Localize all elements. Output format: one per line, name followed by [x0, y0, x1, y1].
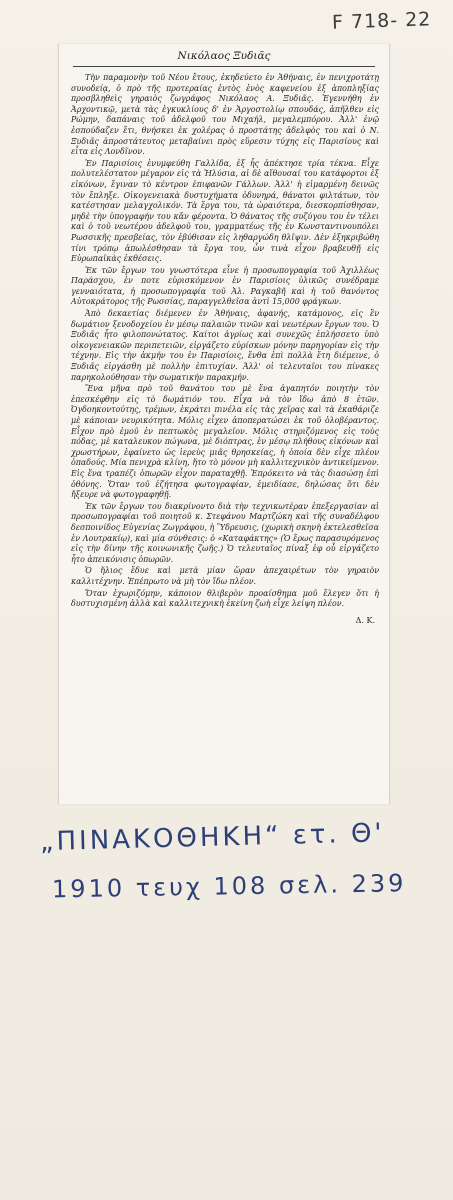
paragraph: Ὅταν ἐχωριζόμην, κάποιον θλιβερὸν προαίσθημα μοῦ ἔλεγεν ὅτι ἡ δυστυχισμένη ἀλλὰ καὶ καλλιτεχνικὴ ἐκείνη ζωὴ εἶχε λείψη πλέον.: [71, 588, 379, 609]
paragraph: Ἐν Παρισίοις ἐνυμφεύθη Γαλλίδα, ἐξ ἧς ἀπέκτησε τρία τέκνα. Εἶχε πολυτελέστατον μέγαρον εἰς τὰ Ἠλύσια, αἱ δὲ αἴθουσαί του κατάφορτοι ἐξ εἰκόνων, ἔγιναν τὸ κέντρον ἐπιφανῶν Γάλλων. Ἀλλ' ἡ εἱμαρμένη δεινῶς τὸν ἔπληξε. Οἰκογενειακὰ δυστυχήματα ὀδυνηρά, θάνατοι φιλτάτων, τὸν κατέστησαν μελαγχολικόν. Τὰ ἔργα του, τὰ ὡραιότερα, διεσκορπίσθησαν, μηδὲ τὴν ὑπογραφήν του κἄν φέροντα. Ὁ θάνατος τῆς συζύγου του ἐν τέλει καὶ ὁ τοῦ νεωτέρου ἀδελφοῦ του, γραμματέως τῆς ἐν Κωνσταντινουπόλει Ρωσσικῆς πρεσβείας, τὸν ἐβύθισαν εἰς ληθαργώδη θλῖψιν. Δὲν ἐξηκριβώθη τίνι τρόπῳ ἀπωλέσθησαν τὰ ἔργα του, ὧν τινὰ εἶχον βραβευθῇ εἰς Εὐρωπαϊκὰς ἐκθέσεις.: [71, 158, 379, 264]
clipping-headline: Νικόλαος Ξυδιᾶς: [177, 50, 271, 62]
handwritten-source: „ΠΙΝΑΚΟΘΗΚΗ“ ετ. Θ': [39, 818, 385, 858]
paragraph: Ὁ ἥλιος ἔδυε καὶ μετὰ μίαν ὥραν ἀπεχαιρέτων τὸν γηραιὸν καλλιτέχνην. Ἐπέπρωτο νὰ μὴ τὸν ἴδω πλέον.: [71, 566, 379, 586]
paragraph: Ἕνα μῆνα πρὸ τοῦ θανάτου του μὲ ἕνα ἀγαπητόν ποιητὴν τὸν ἐπεσκέφθην εἰς τὸ δωμάτιόν του. Εἶχα νὰ τὸν ἴδω ἀπὸ 8 ἐτῶν. Ὀγδοηκοντούτης, τρέμων, ἐκράτει πινέλα εἰς τὰς χεῖρας καὶ τὰ ἐκαθάριζε μὲ κάποιαν νευρικότητα. Μόλις εἶχεν ἀποπερατώσει ἐκ τοῦ ὁλοβέραντος. Εἶχον πρὸ ἐμοῦ ἐν πεπτωκὸς μεγαλεῖον. Μόλις στηριζόμενος εἰς τοὺς πόδας, μὲ καταλευκον πώγωνα, μὲ διόπτρας, ἐν μέσῳ πλήθους εἰκόνων καὶ χρωστήρων, ἐφαίνετο ὡς ἱερεὺς μιᾶς θρησκείας, ἡ ὁποία δὲν εἶχε πλέον ὀπαδούς. Μία πενιχρὰ κλίνη, ἥτο τὸ μόνον μὴ καλλιτεχνικὸν ἀντικείμενον. Εἰς ἕνα τραπέζι ὀπωρῶν εἶχον παραταχθῇ. Ἐπρόκειτο νὰ τὰς διασώσῃ ἐπὶ ὀθόνης. Ὅταν τοῦ ἐζήτησα φωτογραφίαν, ἐμειδίασε, δηλώσας ὅτι δὲν ἤξευρε νὰ φωτογραφηθῇ.: [71, 384, 379, 500]
paragraph: Ἐκ τῶν ἔργων του γνωστότερα εἶνε ἡ προσωπογραφία τοῦ Ἀχιλλέως Παράσχου, ἐν ποτε εὑρισκόμενον ἐν Παρισίοις ὑλικῶς συνέδραμε γενναιότατα, ἡ προσωπογραφία τοῦ Ἀλ. Ραγκαβῆ καὶ ἡ τοῦ θανόντος Αὐτοκράτορος τῆς Ρωσσίας, παραγγελθεῖσα ἀντὶ 15,000 φράγκων.: [71, 265, 379, 307]
headline-rule: [73, 66, 375, 67]
archive-reference: F 718- 22: [331, 8, 432, 34]
paragraph: Ἐκ τῶν ἔργων του διακρίνοντο διὰ τὴν τεχνικωτέραν ἐπεξεργασίαν αἱ προσωπογραφίαι τοῦ ποιητοῦ κ. Στεφάνου Μαρτζώκη καὶ τῆς συναδέλφου δεσποινίδος Εὐγενίας Ζωγράφου, ἡ Ὕδρευσις, (χωρικὴ σκηνὴ ἐκτελεσθεῖσα ἐν Λουτρακίῳ), καὶ μία σύνθεσις: ὁ «Καταφάκτης» (Ὁ ἔρως παρασυρόμενος εἰς τὴν δίνην τῆς κοινωνικῆς ζωῆς.) Ὁ τελευταῖος πίναξ ἐφ οὗ εἰργάζετο ἦτο ἀπεικόνισις ὀπωρῶν.: [71, 501, 379, 564]
paragraph: Ἀπὸ δεκαετίας διέμενεν ἐν Ἀθήναις, ἀφανής, κατάμονος, εἰς ἓν δωμάτιον ξενοδοχείου ἐν μέσῳ παλαιῶν τινῶν καὶ νεωτέρων ἔργων του. Ὁ Ξυδιᾶς ἦτο φιλοπονώτατος. Καίτοι ἀγρίως καὶ συνεχῶς ἐπλήσσετο ὑπὸ οἰκογενειακῶν περιπετειῶν, εἰργάζετο εὐρίσκων μόνην παρηγορίαν εἰς τὴν τέχνην. Εἰς τὴν ἀκμήν του ἐν Παρισίοις, ἔνθα ἐπὶ πολλὰ ἔτη διέμεινε, ὁ Ξυδιᾶς εἰργάσθη μὲ πολλὴν ἐπιτυχίαν. Ἀλλ' οἱ τελευταῖοι του πίνακες παρηκολούθησαν τὴν σωματικήν παρακμήν.: [71, 309, 379, 382]
newspaper-clipping: [58, 44, 390, 804]
clipping-body: [59, 73, 389, 610]
paragraph: Τὴν παραμονὴν τοῦ Νέου ἔτους, ἐκηδεύετο ἐν Ἀθήναις, ἐν πενιχροτάτῃ συνοδείᾳ, ὁ πρὸ τῆς προτεραίας ἐντὸς ἑνὸς καφενείου ἐξ ἀποπληξίας προσβληθεὶς γηραιὸς ζωγράφος Νικόλαος Α. Ξυδιᾶς. Ἐγεννήθη ἐν Ἀρχοντικῷ, μετὰ τὰς ἐγκυκλίους δ' ἐν Ἀργοστολίῳ σπουδάς, ἀπῆλθεν εἰς Ρώμην, δαπάναις τοῦ ἀδελφοῦ του Μιχαήλ, μεγαλεμπόρου. Ἀλλ' ἐνῷ ἐσπούδαζεν ἔτι, θνήσκει ἐκ χολέρας ὁ προστάτης ἀδελφὸς του καὶ ὁ Ν. Ξυδιᾶς ἀπροστάτευτος μεταβαίνει πρὸς εὕρεσιν τύχης εἰς Παρισίους καὶ εἶτα εἰς Λονδῖνον.: [71, 73, 379, 157]
author-signature: Δ. Κ.: [355, 615, 375, 625]
handwritten-issue: 1910 τευχ 108 σελ. 239: [51, 869, 407, 904]
